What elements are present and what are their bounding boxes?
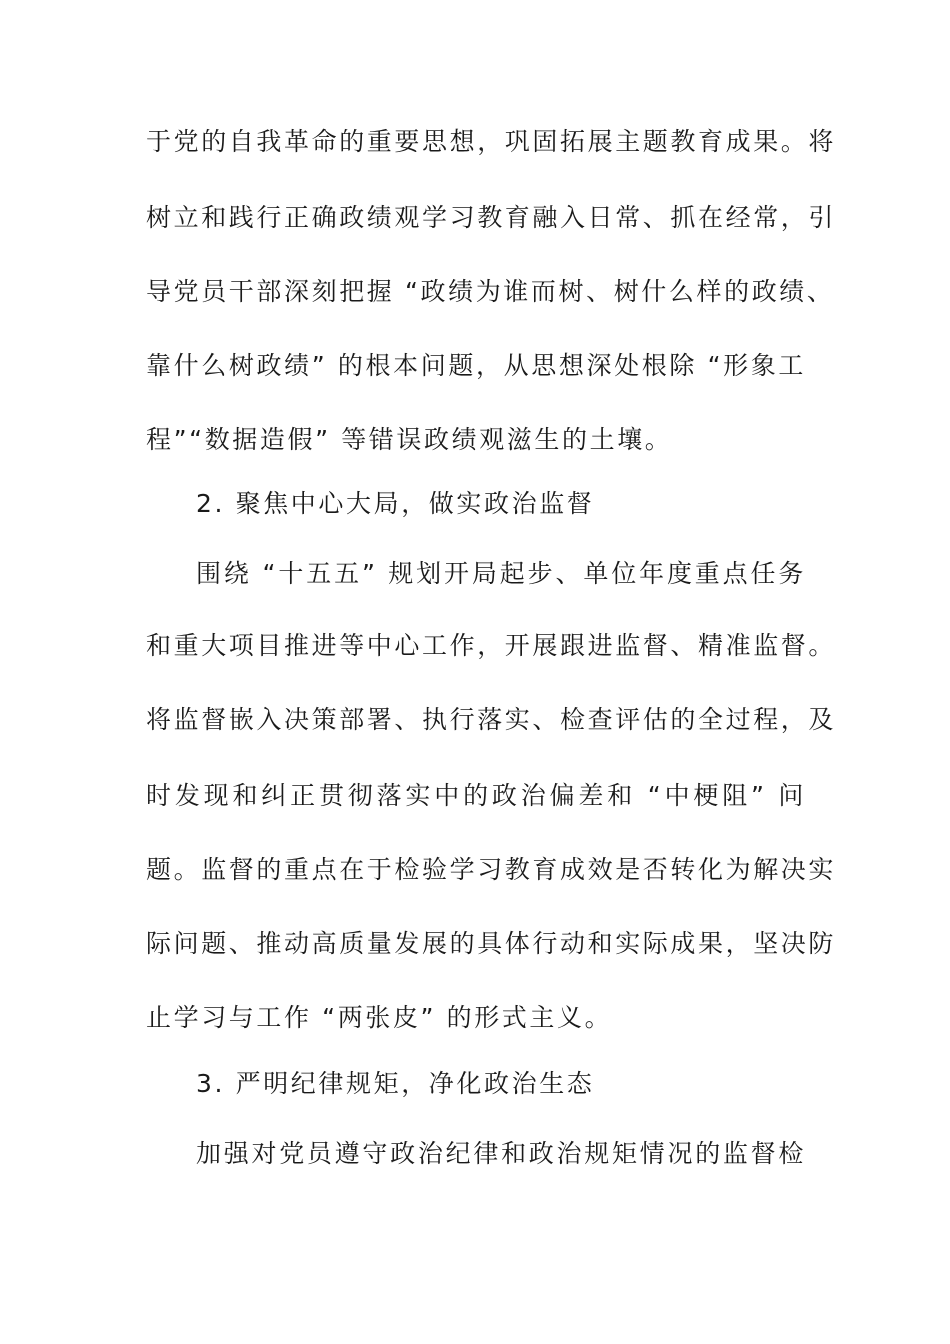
body-text-line: 际问题、推动高质量发展的具体行动和实际成果，坚决防	[146, 929, 837, 958]
section-heading: 2. 聚焦中心大局，做实政治监督	[196, 489, 595, 518]
body-text-line: 加强对党员遵守政治纪律和政治规矩情况的监督检	[196, 1139, 806, 1168]
body-text-line: 题。监督的重点在于检验学习教育成效是否转化为解决实	[146, 855, 837, 884]
body-text-line: 靠什么树政绩” 的根本问题，从思想深处根除 “形象工	[146, 351, 806, 380]
body-text-line: 树立和践行正确政绩观学习教育融入日常、抓在经常，引	[146, 203, 837, 232]
body-text-line: 和重大项目推进等中心工作，开展跟进监督、精准监督。	[146, 631, 837, 660]
body-text-line: 止学习与工作 “两张皮” 的形式主义。	[146, 1003, 613, 1032]
body-text-line: 于党的自我革命的重要思想，巩固拓展主题教育成果。将	[146, 127, 837, 156]
body-text-line: 程”“数据造假” 等错误政绩观滋生的土壤。	[146, 425, 673, 454]
body-text-line: 围绕 “十五五” 规划开局起步、单位年度重点任务	[196, 559, 806, 588]
body-text-line: 时发现和纠正贯彻落实中的政治偏差和 “中梗阻” 问	[146, 781, 806, 810]
body-text-line: 导党员干部深刻把握 “政绩为谁而树、树什么样的政绩、	[146, 277, 835, 306]
section-heading: 3. 严明纪律规矩，净化政治生态	[196, 1069, 595, 1098]
body-text-line: 将监督嵌入决策部署、执行落实、检查评估的全过程，及	[146, 705, 837, 734]
